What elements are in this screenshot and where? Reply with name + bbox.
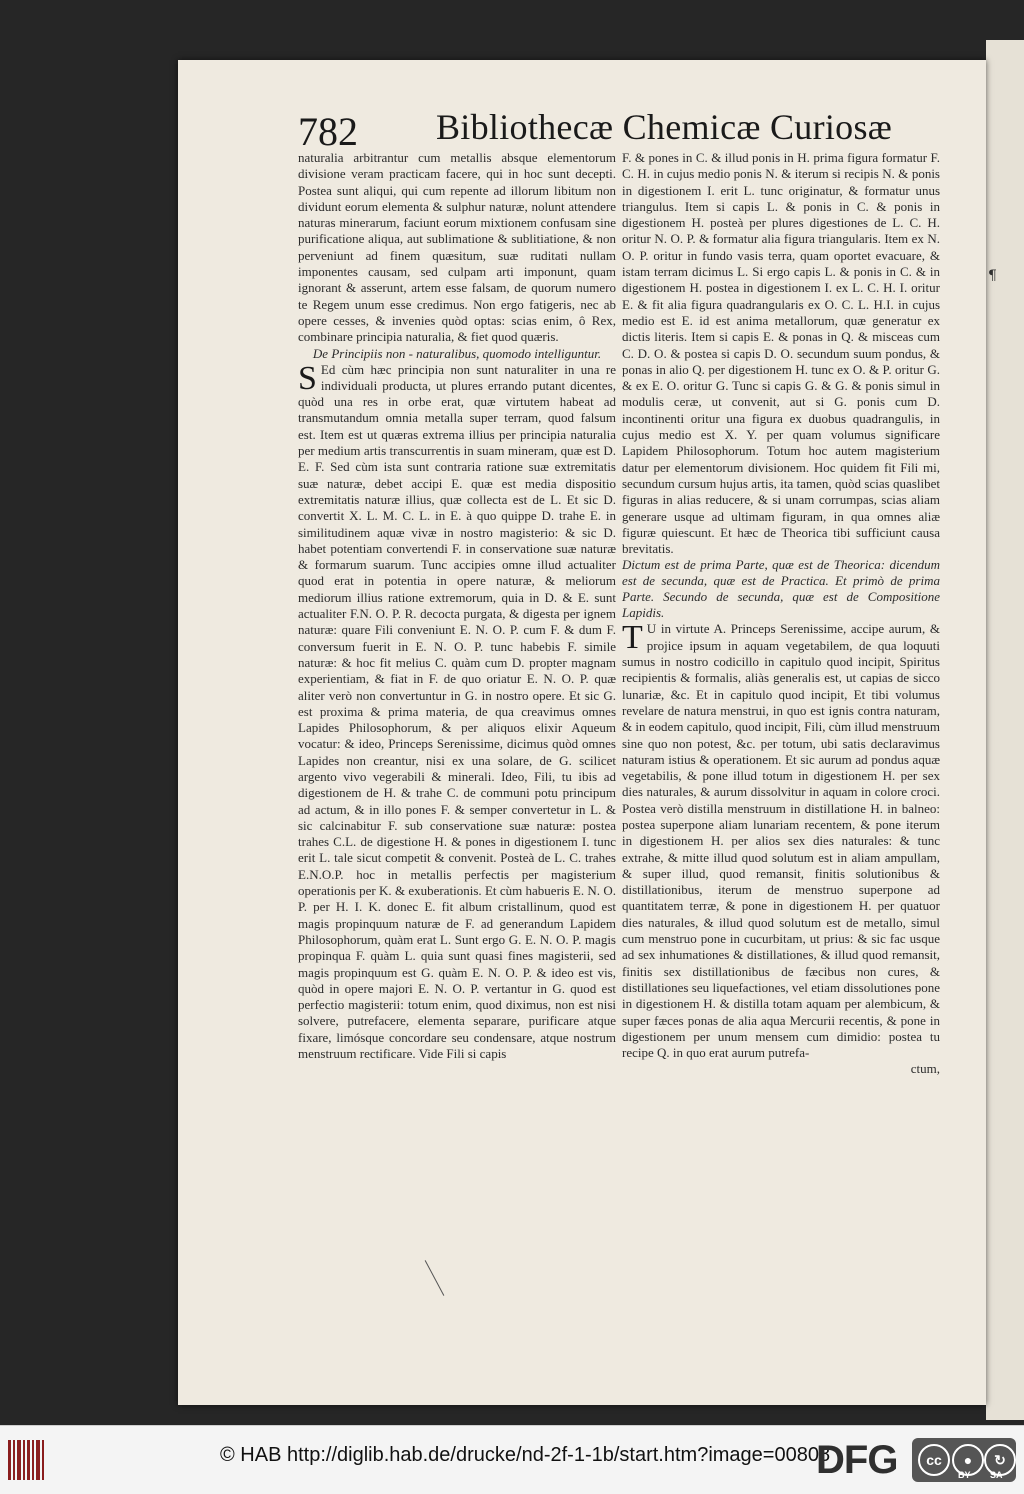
viewer-footer <box>0 1425 1024 1494</box>
cc-icon: cc <box>918 1444 950 1476</box>
right-paragraph-2 <box>622 621 940 1061</box>
by-icon: ● <box>952 1444 984 1476</box>
right-column <box>622 150 940 1078</box>
catchword: ctum, <box>910 1061 940 1077</box>
right-paragraph-2-text: U in virtute A. Princeps Serenissime, accipe aurum, & projice ipsum in aquam vegetabilem, de qua loquuti sumus in nostro codicillo in capitulo quod incipit, Spiritus recipientis & formalis, aliàs generalis est, ut capias de sicco lunariæ, &c. Et in capitulo quod incipit, Et tibi volumus revelare de natura menstrui, in quo est ignis contra naturam, & in eodem capitulo, quod incipit, Fili, cùm illud menstruum sine quo non potest, &c. per totum, ubi satis declaravimus naturam istius & operationem. Et sic aurum ad pondus aquæ vegetabilis, & pone illud totum in digestionem H. per sex dies naturales, & aurum dissolvitur in aquam in colore croci. Postea verò distilla menstruum in distillatione H. in balneo: postea superpone aliam lunariam recentem, & pone iterum in digestionem H. per alios sex dies naturales: & tunc extrahe, & mitte illud quod solutum est in aliam ampullam, & super illud, quod remansit, finitis solutionibus & distillationibus, iterum de menstruo superpone ad quantitatem terræ, & pone in digestionem H. per quatuor dies naturales, & illud quod solutum est de metallo, simul cum menstruo pone in cucurbitam, ut prius: & sic fac usque ad sex inhumationes & distillationes, & illud quod remansit, finitis sex distillationibus de fæcibus non cures, & distillationes seu liquefactiones, vel etiam dissolutiones pone in digestionem H. & distilla totam aquam per alembicum, & super fæces ponas de alia aqua Mercurii recentis, & pone in digestionem per unum mensem cum dimidio: postea tu recipe Q. in quo erat aurum putrefa- <box>622 621 940 1061</box>
sa-label: SA <box>990 1470 1003 1480</box>
section-heading: De Principiis non - naturalibus, quomodo intelliguntur. <box>312 345 602 361</box>
pencil-mark <box>425 1260 445 1296</box>
barcode-icon <box>8 1440 44 1480</box>
running-head: Bibliothecæ Chemicæ Curiosæ <box>436 107 893 147</box>
page-number: 782 <box>298 109 358 154</box>
section-heading-2: Dictum est de prima Parte, quæ est de Theorica: dicendum est de secunda, quæ est de Practica. Et primò de prima Parte. Secundo de secunda, quæ est de Compositione Lapidis. <box>622 557 940 621</box>
right-paragraph-1: F. & pones in C. & illud ponis in H. prima figura formatur F. C. H. in cujus medio ponis N. & iterum si recipis N. & ponis in digestionem I. erit L. tunc originatur, & formatur unus triangulus. Item si capis L. & ponis in C. & ponis in digestionem H. posteà per plures digestiones de L. C. H. oritur N. O. P. & formatur alia figura triangularis. Item ex N. O. P. oritur in fundo vasis terra, quam oportet evacuare, & istam terram dicimus L. Si ergo capis L. & ponis in C. & in digestionem H. postea in digestionem I. ex L. C. H. I. oritur E. & fit alia figura quadrangularis ex O. C. L. H.I. in cujus medio est E. id est anima metallorum, quæ generatur ex dictis literis. Item si capis E. & ponas in Q. & misceas cum C. D. O. & postea si capis D. O. secundum suum pondus, & ponas in alio Q. per digestionem H. tunc ex O. & P. oritur G. & ex E. O. oritur G. Tunc si capis G. & G. & ponis simul in modulis ceræ, ut convenit, aut si G. ponis cum D. incontinenti oritur una figura ex duobus quadrangulis, in cujus medio est X. Y. per quam volumus significare Lapidem Philosophorum. Totum hoc autem magisterium datur per elementorum divisionem. Hoc quidem fit Fili mi, secundum cursum hujus artis, ita tamen, quòd scias quaslibet figuras in alias reducere, & si unam corrumpas, scias aliam generare usque ad ultimam figuram, in qua omnes aliæ figuræ quiescunt. Et hæc de Theorica tibi sufficiunt causa brevitatis. <box>622 150 940 557</box>
margin-mark: ¶ <box>988 268 997 284</box>
facing-page-edge <box>986 40 1024 1420</box>
by-label: BY <box>958 1470 971 1480</box>
dfg-logo: DFG <box>816 1438 898 1482</box>
left-column <box>298 150 616 1062</box>
left-paragraph-2-text: Ed cùm hæc principia non sunt naturaliter in una re individuali producta, ut plures errando putant dicentes, quòd una res in orbe erat, quæ virtutem habeat ad transmutandum omnia metalla super terram, quod falsum est. Item est ut quæras extrema illius per principia naturalia per medium artis transcurrentis in suam mineram, quæ est D. E. F. Sed cùm ista sunt contraria ratione suæ extremitatis suæ naturæ, debet accipi E. quæ est media dispositio extremitatis naturæ illius, quæ collecta est de L. Et sic D. convertit X. L. M. C. L. in E. à quo quippe D. trahe E. in similitudinem aquæ vivæ in nostro magisterio: & sic D. habet potentiam convertendi F. in conservatione suæ naturæ & formarum suarum. Tunc accipies omne illud actualiter quod erat in potentia in opere naturæ, & meliorum mediorum illius ratione extremorum, quia in D. & E. sunt actualiter F.N. O. P. R. decocta purgata, & digesta per ignem naturæ: quare Fili conveniunt E. N. O. P. cum F. & dum F. conversum fuerit in E. N. O. P. tunc habebis F. simile naturæ: & hoc fit melius C. quàm cum D. propter magnam experientiam, & fiat in F. de quo oriatur E. N. O. P. quæ aliter verò non convertuntur in G. in nostro opere. Et sic G. est proxima & prima materia, de qua creavimus omnes Lapides Philosophorum, & per aliquos elixir Aqueum vocatur: & ideo, Princeps Serenissime, dicimus quòd omnes Lapides non creantur, nisi ex una solare, de G. scilicet argento vivo vegerabili & minerali. Ideo, Fili, tu ibis ad digestionem de H. & trahe C. de communi potu principum ad actum, & in illo pones F. & semper convertetur in L. & sic calcinabitur F. sub conservatione suæ naturæ: postea trahes C.L. de digestione H. & pones in digestionem I. tunc erit L. tale sicut competit & convenit. Posteà de L. C. trahes E.N.O.P. hoc in metallis perfectis per magisterium operationis per K. & exuberationis. Et cùm habueris E. N. O. P. per H. I. K. donec E. fit album cristallinum, quod est magis propinquum naturæ de F. ad generandum Lapidem Philosophorum, quàm erat L. Sunt ergo G. E. N. O. P. magis propinqua F. quàm L. quia sunt quasi fines magisterii, sed magis propinquum est G. quàm E. N. O. P. & ideo est vis, quòd in opere majori E. N. O. P. vertantur in G. quod est perfectio magisterii: totum enim, quod diximus, non est nisi solvere, putrefacere, elementa separare, purificare atque fixare, limósque concordare seu condensare, atque nostrum menstruum rectificare. Vide Fili si capis <box>298 361 616 1062</box>
drop-cap-2: T <box>622 619 643 657</box>
left-paragraph-1: naturalia arbitrantur cum metallis absque elementorum divisione veram practicam facere, qui in hoc sunt decepti. Postea sunt aliqui, qui cum repente ad illorum libitum non dividunt eorum elementa & sulphur naturæ, nolunt attendere naturas minerarum, faciunt eorum mixtionem confusam sine purificatione aliqua, aut sublimatione & sublitiatione, & non perveniunt ad finem quæsitum, suæ ruditati nullam imponentes causam, sed culpam arti imponunt, quam ignorant & asserunt, artem esse falsam, de quorum numero te Regem unum esse credimus. Non ergo fatigeris, nec ab opere cesses, & invenies quòd optas: scias enim, ô Rex, combinare principia naturalia, & fiet quod quæris. <box>298 150 616 345</box>
source-link[interactable]: © HAB http://diglib.hab.de/drucke/nd-2f-1-1b/start.htm?image=00808 <box>220 1444 831 1466</box>
left-paragraph-2 <box>298 359 616 1063</box>
drop-cap: S <box>298 359 317 397</box>
book-page <box>178 60 986 1405</box>
cc-by-sa-icon[interactable] <box>912 1438 1016 1482</box>
sa-icon: ↻ <box>984 1444 1016 1476</box>
